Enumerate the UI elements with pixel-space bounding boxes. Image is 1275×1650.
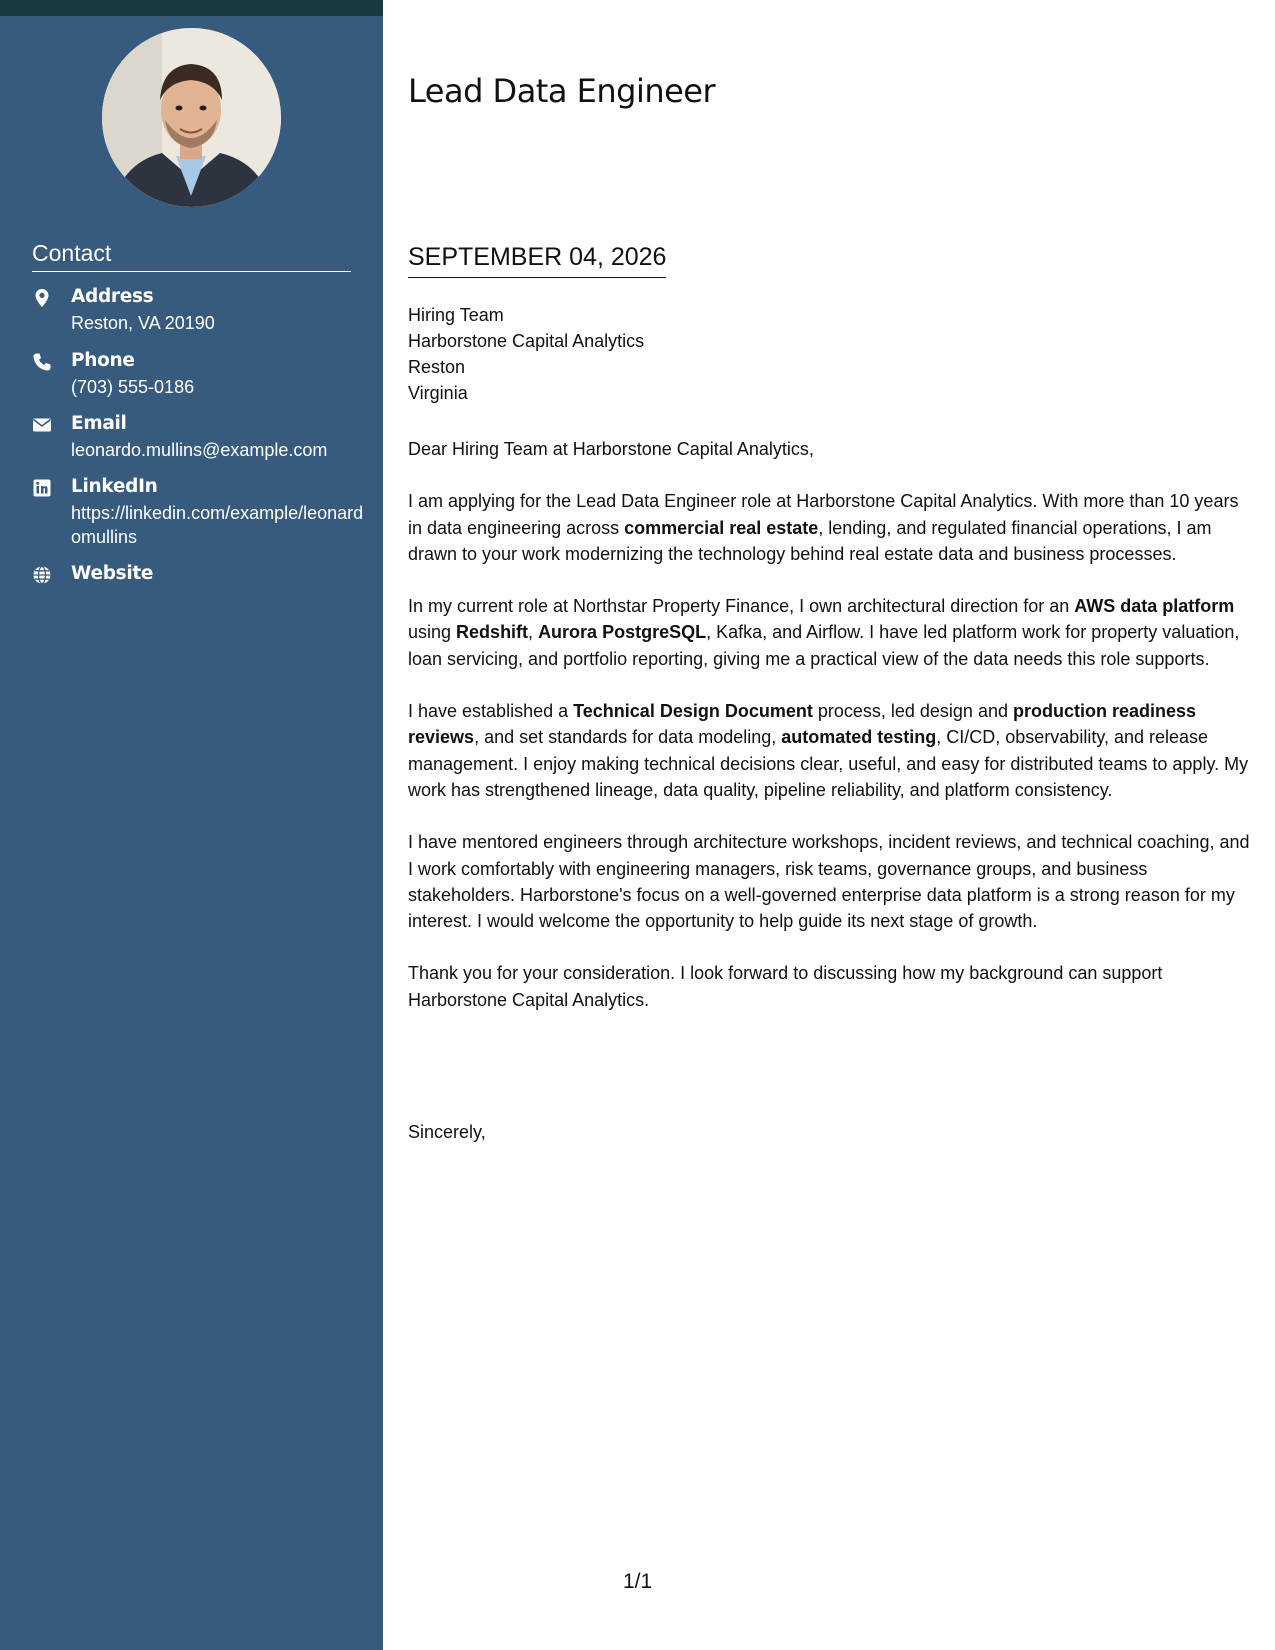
page-title: Lead Data Engineer	[408, 72, 716, 110]
sidebar-top-bar	[0, 0, 383, 16]
recipient-line: Harborstone Capital Analytics	[408, 331, 645, 351]
website-label: Website	[71, 563, 154, 584]
linkedin-label: LinkedIn	[71, 476, 158, 497]
linkedin-icon	[32, 478, 58, 500]
paragraph-2: In my current role at Northstar Property Finance, I own architectural direction for an AWS data platform using Redshift, Aurora PostgreSQL, Kafka, and Airflow. I have led platform work for property valuation, loan servicing, and portfolio reporting, giving me a practical view of the data needs this role supports.	[408, 596, 1240, 669]
recipient-block	[408, 302, 644, 406]
sidebar-panel	[0, 0, 383, 1650]
letter-body	[408, 436, 1253, 1039]
email-label: Email	[71, 413, 127, 434]
paragraph-5: Thank you for your consideration. I look forward to discussing how my background can support Harborstone Capital Analytics.	[408, 963, 1163, 1010]
letter-date: SEPTEMBER 04, 2026	[408, 243, 666, 278]
envelope-icon	[32, 415, 58, 437]
globe-icon	[32, 565, 58, 587]
recipient-line: Hiring Team	[408, 305, 504, 325]
salutation: Dear Hiring Team at Harborstone Capital Analytics,	[408, 439, 814, 459]
recipient-line: Reston	[408, 357, 466, 377]
paragraph-1: I am applying for the Lead Data Engineer role at Harborstone Capital Analytics. With more than 10 years in data engineering across commercial real estate, lending, and regulated financial operations, I am drawn to your work modernizing the technology behind real estate data and business processes.	[408, 491, 1239, 564]
phone-icon	[32, 352, 58, 374]
page-number: 1/1	[623, 1570, 653, 1593]
map-pin-icon	[32, 288, 58, 310]
avatar	[102, 28, 281, 207]
profile-photo	[102, 28, 281, 207]
email-value[interactable]: leonardo.mullins@example.com	[71, 440, 328, 460]
paragraph-4: I have mentored engineers through architecture workshops, incident reviews, and technical coaching, and I work comfortably with engineering managers, risk teams, governance groups, and business stakeholders. Harborstone's focus on a well-governed enterprise data platform is a strong reason for my interest. I would welcome the opportunity to help guide its next stage of growth.	[408, 832, 1250, 932]
address-value: Reston, VA 20190	[71, 313, 215, 333]
phone-label: Phone	[71, 350, 135, 371]
linkedin-value[interactable]: https://linkedin.com/example/leonardomullins	[71, 503, 364, 547]
closing: Sincerely,	[408, 1122, 486, 1142]
recipient-line: Virginia	[408, 383, 468, 403]
address-label: Address	[71, 286, 154, 307]
contact-heading: Contact	[32, 240, 351, 272]
paragraph-3: I have established a Technical Design Document process, led design and production readiness reviews, and set standards for data modeling, automated testing, CI/CD, observability, and release management. I enjoy making technical decisions clear, useful, and easy for distributed teams to apply. My work has strengthened lineage, data quality, pipeline reliability, and platform consistency.	[408, 701, 1249, 800]
phone-value[interactable]: (703) 555-0186	[71, 377, 195, 397]
